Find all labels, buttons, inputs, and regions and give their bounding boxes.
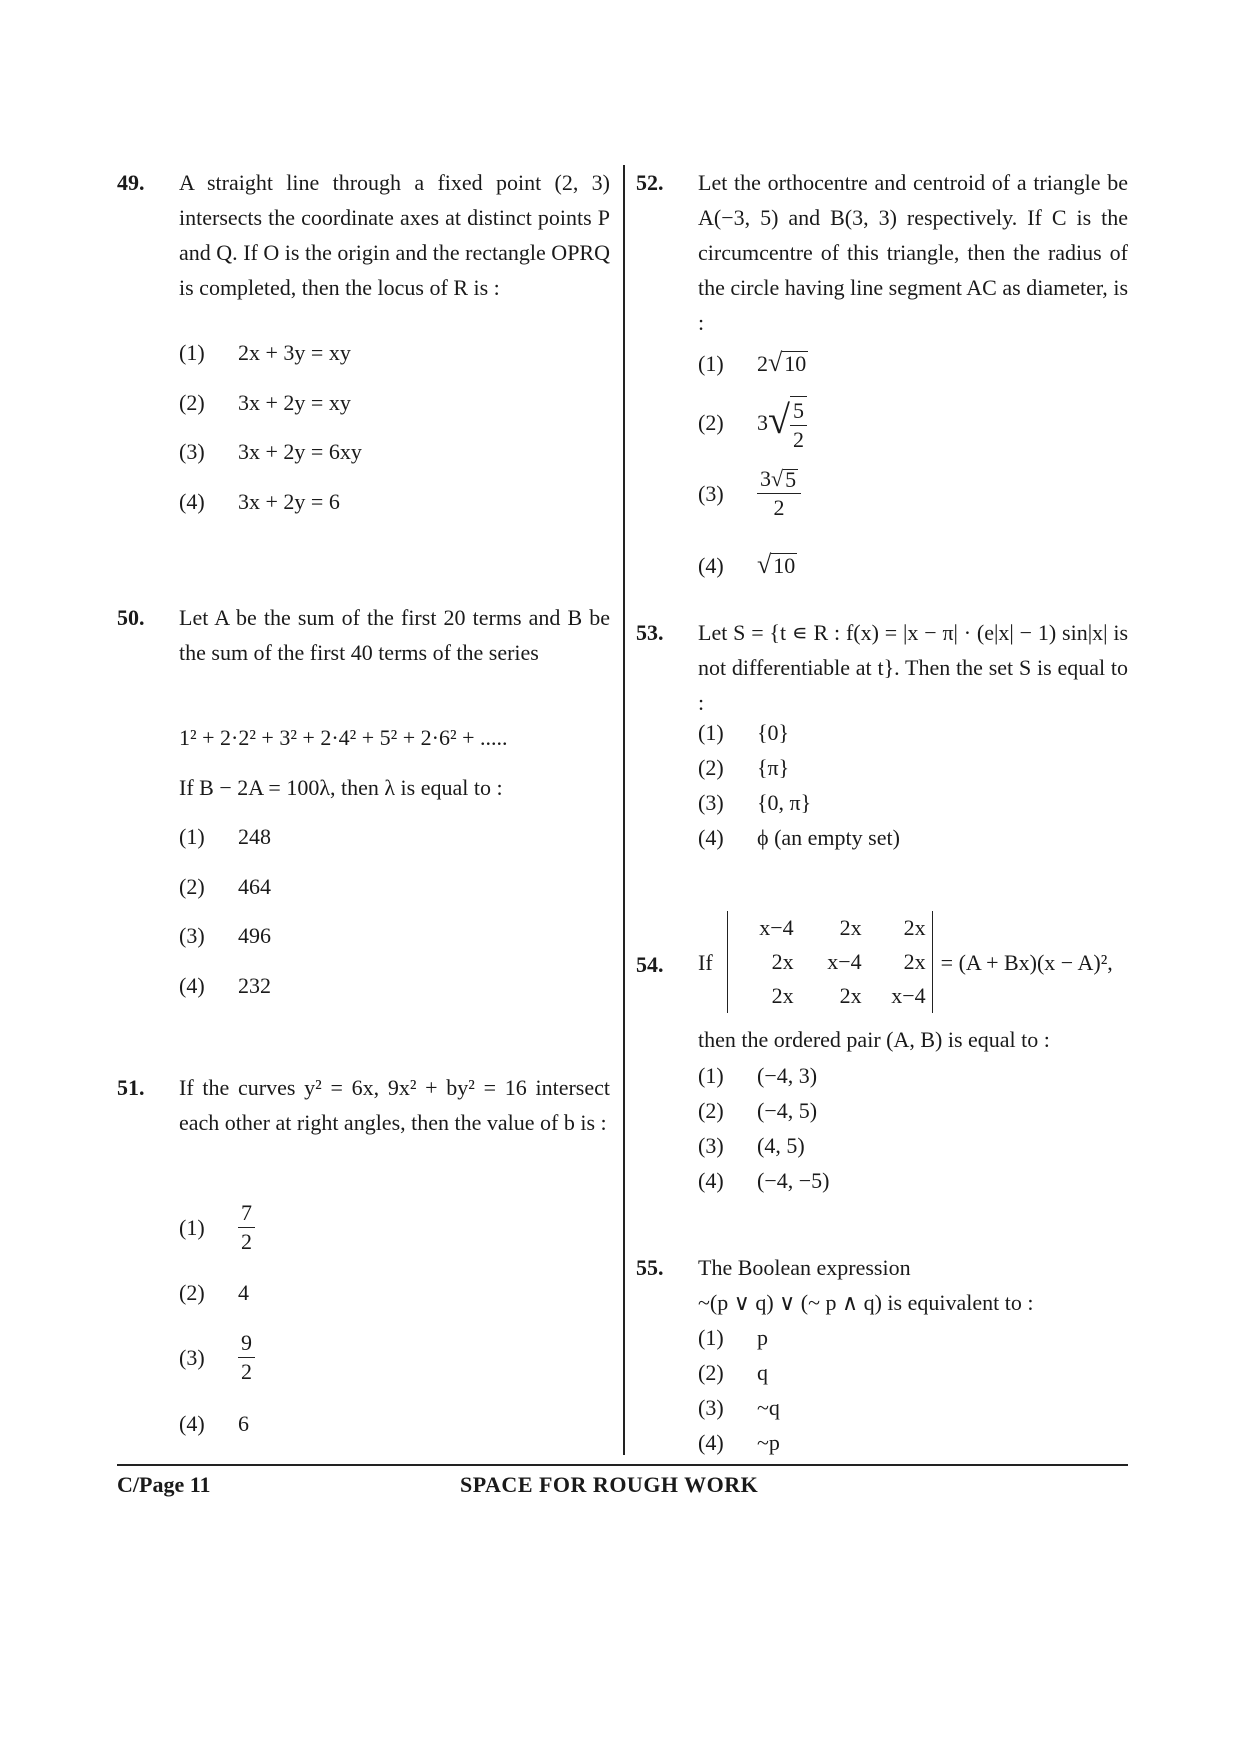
option — [179, 866, 271, 906]
option-number: (3) — [179, 922, 205, 948]
option — [179, 431, 362, 471]
question-text: then the ordered pair (A, B) is equal to : — [698, 1027, 1050, 1052]
option — [698, 750, 789, 785]
fraction — [238, 1329, 255, 1386]
question-number: 49. — [117, 170, 145, 195]
option-number: (2) — [179, 1279, 205, 1305]
boolean-expression: ~(p ∨ q) ∨ (~ p ∧ q) is equivalent to : — [698, 1290, 1034, 1315]
option-number: (2) — [179, 389, 205, 415]
option-value: ~p — [757, 1430, 780, 1455]
option — [179, 1403, 249, 1443]
denominator: 2 — [773, 495, 785, 520]
numerator: 3 √ 5 — [757, 465, 801, 494]
option-number: (1) — [698, 1325, 724, 1350]
option — [698, 785, 811, 820]
option — [179, 965, 271, 1005]
radicand: 10 — [773, 553, 796, 578]
option — [698, 1320, 768, 1355]
option-number: (2) — [698, 410, 724, 435]
option-number: (4) — [698, 825, 724, 850]
option-number: (3) — [179, 438, 205, 464]
option-value: ϕ (an empty set) — [757, 825, 900, 850]
question-text: Let A be the sum of the first 20 terms and B be the sum of the first 40 terms of the series — [179, 605, 610, 665]
option — [698, 1390, 780, 1425]
question-text: Let S = {t ∊ R : f(x) = |x − π| · (e|x| − 1) sin|x| is not differentiable at t}. Then the set S is equal to : — [698, 620, 1128, 715]
option — [179, 382, 351, 422]
if-word: If — [698, 949, 713, 975]
option — [698, 545, 797, 585]
column-divider — [623, 165, 625, 1455]
denominator: 2 — [241, 1358, 252, 1384]
option-value: p — [757, 1325, 768, 1350]
matrix-cell: x−4 — [827, 949, 862, 974]
option-value: q — [757, 1360, 768, 1385]
coefficient: 2 — [757, 350, 768, 376]
matrix-cell: x−4 — [891, 983, 926, 1008]
footer-rule — [117, 1464, 1128, 1466]
option-value: (−4, 5) — [757, 1098, 818, 1123]
question-text: The Boolean expression — [698, 1255, 911, 1280]
question-number: 52. — [636, 170, 664, 195]
radicand: 10 — [784, 351, 807, 376]
option-value: 3x + 2y = 6xy — [238, 438, 362, 464]
option-number: (2) — [698, 1098, 724, 1123]
option-number: (4) — [698, 1168, 724, 1193]
option-value: 496 — [238, 922, 271, 948]
option — [179, 915, 271, 955]
option-value: 248 — [238, 823, 271, 849]
question-51 — [117, 1070, 610, 1436]
option-value: 3x + 2y = 6 — [238, 488, 340, 514]
option-value: 4 — [238, 1279, 249, 1305]
numerator: 9 — [238, 1329, 255, 1358]
matrix-cell: 2x — [903, 915, 926, 940]
option-number: (2) — [698, 755, 724, 780]
option-value: (−4, −5) — [757, 1168, 830, 1193]
option-number: (1) — [698, 720, 724, 745]
matrix-cell: 2x — [839, 983, 862, 1008]
option-number: (1) — [179, 823, 205, 849]
option — [698, 820, 900, 855]
option — [179, 1327, 255, 1387]
coefficient: 3 — [757, 410, 768, 435]
option — [698, 1128, 805, 1163]
determinant — [727, 911, 933, 1013]
option-value: (4, 5) — [757, 1133, 805, 1158]
matrix-cell: 2x — [771, 983, 794, 1008]
matrix-cell: x−4 — [759, 915, 794, 940]
option-value: 232 — [238, 972, 271, 998]
option — [698, 715, 789, 750]
option-number: (2) — [698, 1360, 724, 1385]
option — [179, 1197, 255, 1257]
coefficient: 3 — [760, 466, 771, 491]
option-value: 6 — [238, 1410, 249, 1436]
matrix-cell: 2x — [839, 915, 862, 940]
option-value: (−4, 3) — [757, 1063, 818, 1088]
option — [698, 343, 808, 383]
fraction — [790, 396, 807, 454]
option-value: {π} — [757, 755, 790, 780]
option-number: (1) — [179, 339, 205, 365]
matrix-cell: 2x — [771, 949, 794, 974]
question-53 — [636, 615, 1128, 850]
option — [698, 390, 807, 455]
numerator: 5 — [790, 397, 807, 426]
option — [698, 461, 801, 526]
question-text: A straight line through a fixed point (2, 3) intersects the coordinate axes at distinct points P and Q. If O is the origin and the rectangle OPRQ is completed, then the locus of R is : — [179, 170, 610, 300]
question-55 — [636, 1250, 1128, 1455]
question-text: Let the orthocentre and centroid of a triangle be A(−3, 5) and B(3, 3) respectively. If C is the circumcentre of this triangle, then the radius of the circle having line segment AC as diameter, is : — [698, 170, 1128, 335]
determinant-equation — [698, 910, 1113, 1014]
question-50 — [117, 600, 610, 998]
fraction — [238, 1199, 255, 1256]
question-number: 50. — [117, 605, 145, 630]
option — [179, 1272, 249, 1312]
question-number: 55. — [636, 1255, 664, 1280]
question-text: If the curves y² = 6x, 9x² + by² = 16 intersect each other at right angles, then the value of b is : — [179, 1075, 610, 1135]
fraction — [757, 465, 801, 522]
option-value: 3x + 2y = xy — [238, 389, 351, 415]
option-value: 2x + 3y = xy — [238, 339, 351, 365]
option-number: (3) — [698, 1133, 724, 1158]
radicand: 5 — [785, 467, 797, 492]
option-number: (3) — [698, 1395, 724, 1420]
series-expression: 1² + 2·2² + 3² + 2·4² + 5² + 2·6² + ..... — [179, 725, 508, 750]
denominator: 2 — [241, 1228, 252, 1254]
condition-text: If B − 2A = 100λ, then λ is equal to : — [179, 775, 503, 800]
option-number: (4) — [698, 1430, 724, 1455]
option-number: (1) — [179, 1214, 205, 1240]
option-number: (4) — [179, 1410, 205, 1436]
option-number: (3) — [698, 481, 724, 506]
option — [698, 1425, 780, 1460]
option — [698, 1355, 768, 1390]
rough-work-note: SPACE FOR ROUGH WORK — [460, 1472, 759, 1497]
denominator: 2 — [792, 426, 804, 452]
matrix-cell: 2x — [903, 949, 926, 974]
option-value: 464 — [238, 873, 271, 899]
option-number: (1) — [698, 1063, 724, 1088]
question-number: 51. — [117, 1075, 145, 1100]
question-52 — [636, 165, 1128, 579]
option — [698, 1163, 829, 1198]
equation-rhs: = (A + Bx)(x − A)², — [940, 949, 1113, 975]
option — [698, 1058, 817, 1093]
option-number: (1) — [698, 350, 724, 376]
square-root: √ 10 — [768, 348, 807, 377]
square-root: √ $\frac{5}{2}$ — [768, 392, 807, 454]
option — [179, 332, 351, 372]
numerator: 7 — [238, 1199, 255, 1228]
option — [179, 816, 271, 856]
option — [179, 481, 340, 521]
option-value: {0} — [757, 720, 790, 745]
option-number: (4) — [179, 972, 205, 998]
question-49 — [117, 165, 610, 514]
option — [698, 1093, 817, 1128]
option-value: ~q — [757, 1395, 780, 1420]
question-number: 53. — [636, 620, 664, 645]
option-number: (4) — [179, 488, 205, 514]
option-number: (3) — [179, 1344, 205, 1370]
option-number: (4) — [698, 552, 724, 578]
question-number: 54. — [636, 952, 664, 977]
option-number: (2) — [179, 873, 205, 899]
option-number: (3) — [698, 790, 724, 815]
square-root: √ 10 — [757, 550, 796, 579]
page-number: C/Page 11 — [117, 1472, 211, 1497]
option-value: {0, π} — [757, 790, 812, 815]
